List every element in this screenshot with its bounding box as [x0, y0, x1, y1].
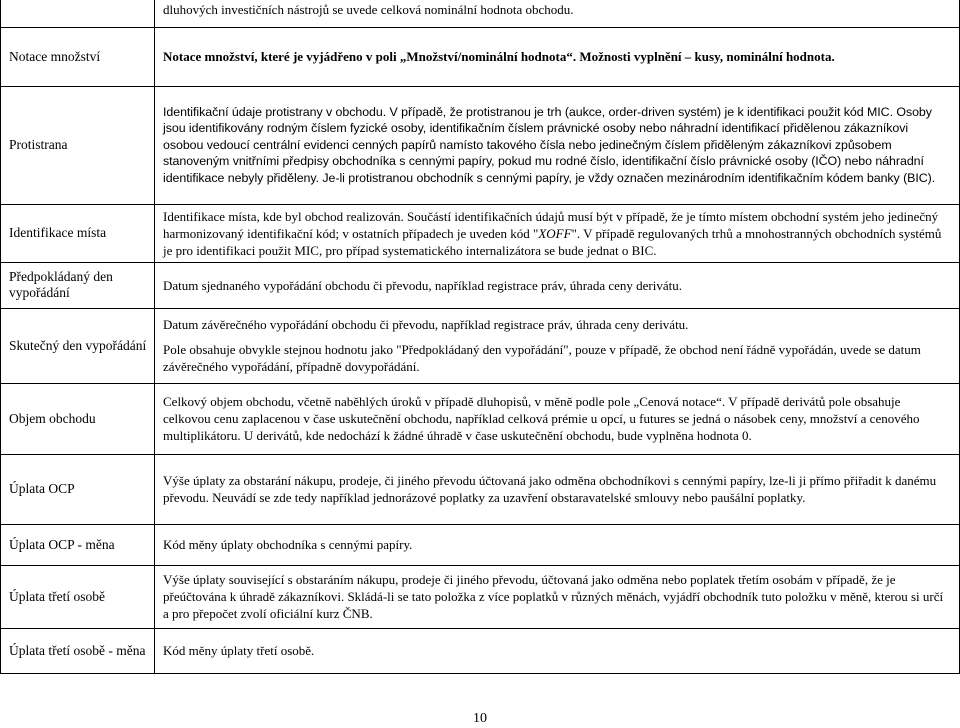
row-description-text: Identifikační údaje protistrany v obchodu. V případě, že protistranou je trh (aukce, order-driven systém) je k identifikaci použit kód MIC. Osoby jsou identifikovány rodným číslem fyzické osoby, identifikačním číslem právnické osoby nebo náhradní identifikací přidělenou zákazníkovi osobou vedoucí centrální evidenci cenných papírů namísto takového čísla nebo jedinečným číslem přiděleným zákazníkovi způsobem stanoveným vnitřními předpisy obchodníka s cennými papíry, pokud mu rodné číslo, identifikační číslo právnické osoby (IČO) nebo náhradní identifikace nebyly přiděleny. Je-li protistranou obchodník s cennými papíry, je vždy označen mezinárodním identifikačním kódem banky (BIC).: [163, 104, 936, 185]
row-description: [155, 86, 960, 204]
row-label: Objem obchodu: [1, 383, 155, 454]
row-label: Protistrana: [1, 86, 155, 204]
table-row: [1, 86, 960, 204]
row-description: dluhových investičních nástrojů se uvede celková nominální hodnota obchodu.: [155, 0, 960, 27]
row-description: Notace množství, které je vyjádřeno v poli „Množství/nominální hodnota“. Možnosti vyplnění – kusy, nominální hodnota.: [155, 27, 960, 86]
row-description: Datum sjednaného vypořádání obchodu či převodu, například registrace práv, úhrada ceny derivátu.: [155, 262, 960, 308]
row-label: Předpokládaný den vypořádání: [1, 262, 155, 308]
row-description-note: Pole obsahuje obvykle stejnou hodnotu jako "Předpokládaný den vypořádání", pouze v případě, že obchod není řádně vypořádán, uvede se datum závěrečného vypořádání, případně dovypořádání.: [163, 342, 921, 374]
table-row: [1, 0, 960, 27]
row-description: [155, 308, 960, 383]
row-description: Kód měny úplaty třetí osobě.: [155, 628, 960, 673]
row-description-text: ". V případě regulovaných trhů a mnohostranných obchodních systémů je pro identifikaci použit MIC, pro případ systematického internalizátora se bude jednat o BIC.: [163, 225, 942, 258]
table-row: [1, 454, 960, 524]
table-row: [1, 628, 960, 673]
row-label: Identifikace místa: [1, 204, 155, 262]
row-description: Kód měny úplaty obchodníka s cennými papíry.: [155, 524, 960, 565]
row-description-text: Datum závěrečného vypořádání obchodu či převodu, například registrace práv, úhrada ceny derivátu.: [163, 317, 689, 332]
row-label: Úplata OCP - měna: [1, 524, 155, 565]
table-row: [1, 524, 960, 565]
row-label: Úplata třetí osobě - měna: [1, 628, 155, 673]
table-row: [1, 204, 960, 262]
table-row: [1, 565, 960, 628]
row-label: [1, 0, 155, 27]
table-row: [1, 308, 960, 383]
row-description-text: Identifikace místa, kde byl obchod realizován. Součástí identifikačních údajů musí být v případě, že je tímto místem obchodní systém jeho jedinečný harmonizovaný identifikační kód; v ostatních případech je uveden kód ": [163, 208, 939, 241]
row-description: [155, 204, 960, 262]
table-row: [1, 383, 960, 454]
page-number: 10: [473, 711, 487, 726]
table-row: [1, 262, 960, 308]
row-label: Notace množství: [1, 27, 155, 86]
row-label: Skutečný den vypořádání: [1, 308, 155, 383]
row-description: Výše úplaty související s obstaráním nákupu, prodeje či jiného převodu, účtovaná jako odměna nebo poplatek třetím osobám v případě, že je přeúčtována k úhradě zákazníkovi. Skládá-li se tato položka z více poplatků v různých měnách, vyjádří obchodník tuto položku v měně, kterou si určí a pro přepočet zvolí oficiální kurz ČNB.: [155, 565, 960, 628]
row-description: Celkový objem obchodu, včetně naběhlých úroků v případě dluhopisů, v měně podle pole „Cenová notace“. V případě derivátů pole obsahuje celkovou cenu zaplacenou v čase uskutečnění obchodu, například celková prémie u opcí, u futures se jedná o násobek ceny, množství a cenového multiplikátoru. U derivátů, kde nedochází k žádné úhradě v čase uskutečnění obchodu, bude vyplněna hodnota 0.: [155, 383, 960, 454]
row-label: Úplata OCP: [1, 454, 155, 524]
table-row: [1, 27, 960, 86]
row-description: Výše úplaty za obstarání nákupu, prodeje, či jiného převodu účtovaná jako odměna obchodníkovi s cennými papíry, lze-li ji přímo přiřadit k danému převodu. Neuvádí se zde tedy například jednorázové poplatky za uzavření obstaravatelské smlouvy nebo paušální poplatky.: [155, 454, 960, 524]
venue-code: XOFF: [538, 225, 572, 241]
row-label: Úplata třetí osobě: [1, 565, 155, 628]
